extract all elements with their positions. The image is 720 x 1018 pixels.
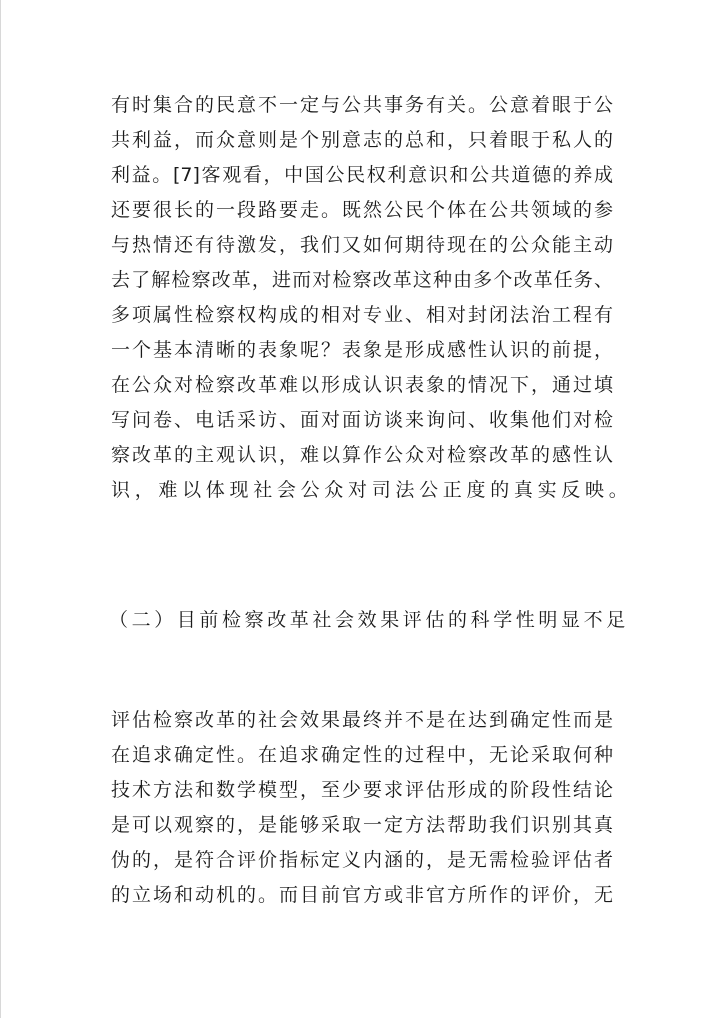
text-line: 的立场和动机的。而目前官方或非官方所作的评价，无 bbox=[111, 884, 613, 906]
text-line: 识，难以体现社会公众对司法公正度的真实反映。 bbox=[111, 479, 633, 501]
paragraph-2 bbox=[111, 703, 613, 913]
text-line: 还要很长的一段路要走。既然公民个体在公共领域的参 bbox=[111, 199, 613, 221]
text-line: 察改革的主观认识，难以算作公众对检察改革的感性认 bbox=[111, 444, 613, 466]
text-line: 去了解检察改革，进而对检察改革这种由多个改革任务、 bbox=[111, 269, 613, 291]
text-line: 与热情还有待激发，我们又如何期待现在的公众能主动 bbox=[111, 234, 613, 256]
text-line: 有时集合的民意不一定与公共事务有关。公意着眼于公 bbox=[111, 94, 613, 116]
text-line: 多项属性检察权构成的相对专业、相对封闭法治工程有 bbox=[111, 304, 613, 326]
text-line: 评估检察改革的社会效果最终并不是在达到确定性而是 bbox=[111, 709, 613, 731]
text-line: 一个基本清晰的表象呢？表象是形成感性认识的前提， bbox=[111, 339, 613, 361]
text-line: 利益。[7]客观看，中国公民权利意识和公共道德的养成 bbox=[111, 164, 613, 186]
text-line: 伪的，是符合评价指标定义内涵的，是无需检验评估者 bbox=[111, 849, 613, 871]
text-line: 在追求确定性。在追求确定性的过程中，无论采取何种 bbox=[111, 744, 613, 766]
paragraph-1 bbox=[111, 88, 633, 508]
text-line: 在公众对检察改革难以形成认识表象的情况下，通过填 bbox=[111, 374, 613, 396]
section-heading: （二）目前检察改革社会效果评估的科学性明显不足 bbox=[109, 609, 629, 631]
text-line: 共利益，而众意则是个别意志的总和，只着眼于私人的 bbox=[111, 129, 613, 151]
text-line: 写问卷、电话采访、面对面访谈来询问、收集他们对检 bbox=[111, 409, 613, 431]
text-line: 是可以观察的，是能够采取一定方法帮助我们识别其真 bbox=[111, 814, 613, 836]
text-line: 技术方法和数学模型，至少要求评估形成的阶段性结论 bbox=[111, 779, 613, 801]
